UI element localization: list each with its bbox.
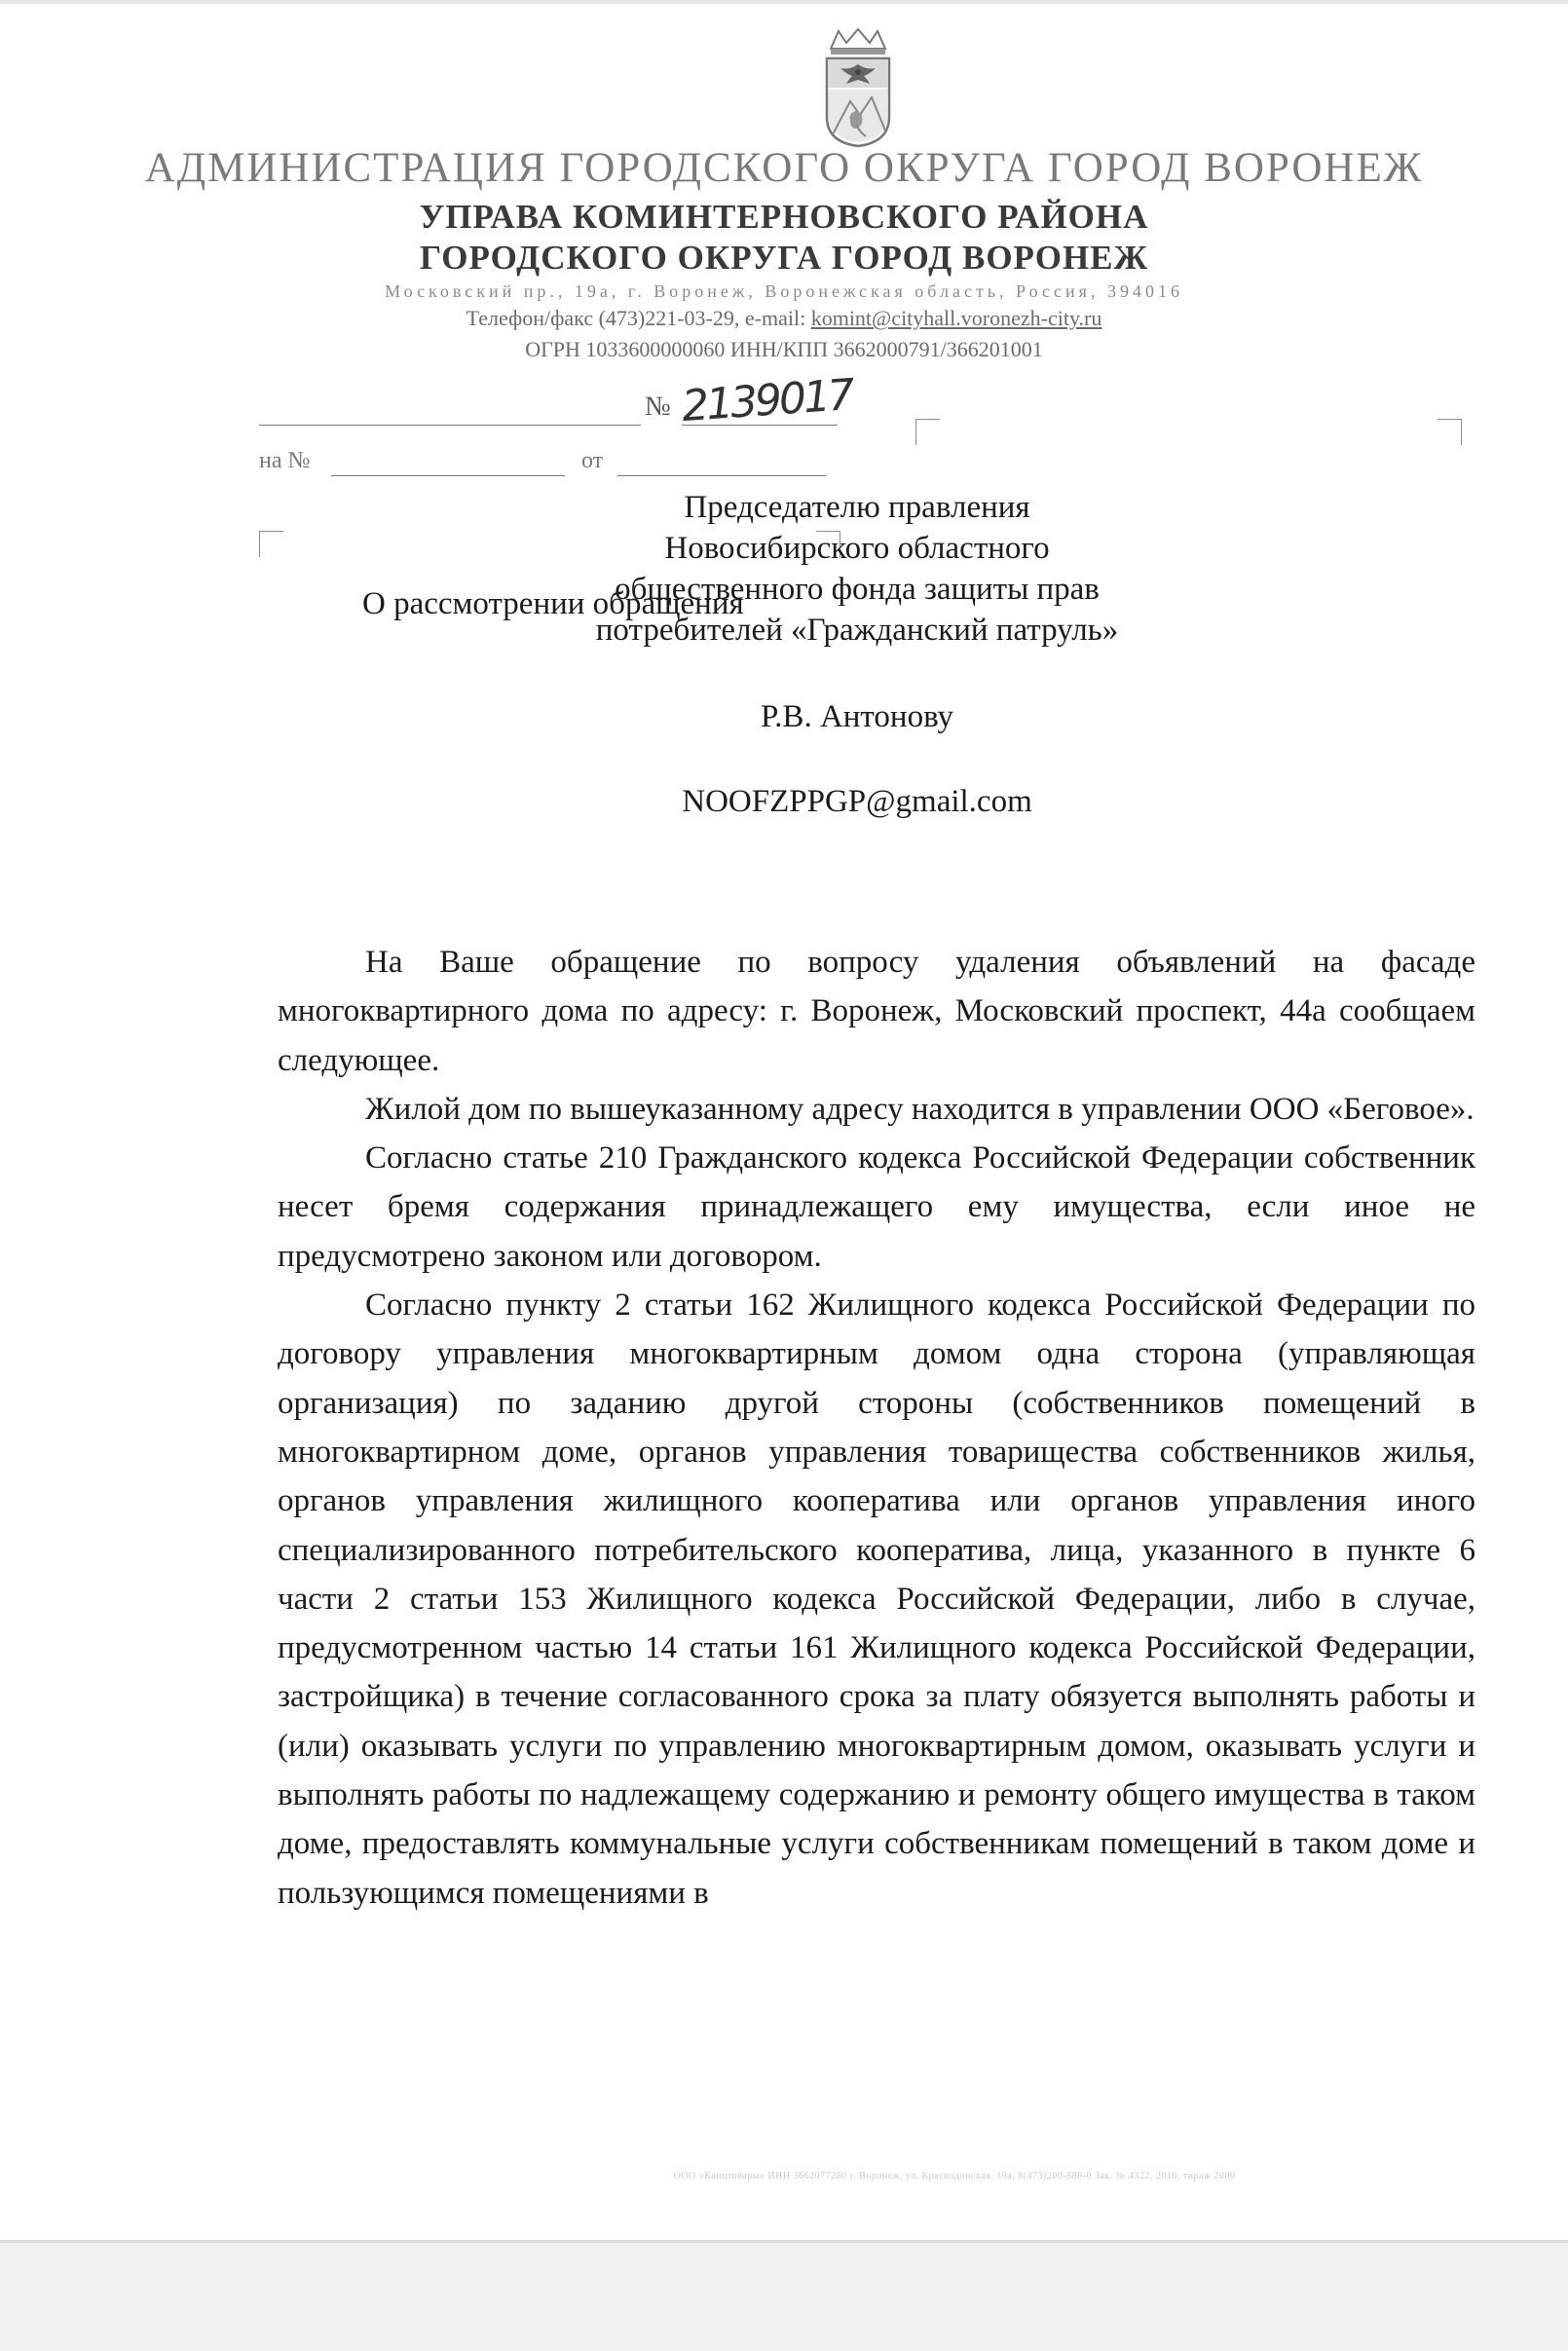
uprava-title: УПРАВА КОМИНТЕРНОВСКОГО РАЙОНА: [419, 198, 1149, 236]
letterhead-ogrn: ОГРН 1033600000060 ИНН/КПП 3662000791/366201001: [525, 337, 1043, 361]
addressee-name: Р.В. Антонову: [760, 699, 954, 734]
letterhead-address: Московский пр., 19а, г. Воронеж, Воронежская область, Россия, 394016: [385, 281, 1183, 301]
addressee-email: NOOFZPPGP@gmail.com: [682, 784, 1032, 819]
body-paragraph: Жилой дом по вышеуказанному адресу находится в управлении ООО «Беговое».: [365, 1091, 1475, 1127]
registration-date-line: [259, 425, 641, 426]
addressee-block: [487, 487, 1227, 651]
addressee-line: Новосибирского областного: [664, 531, 1050, 566]
printer-footer: ООО «Канцтовары» ИНН 3662077280 г. Воронеж, ул. Краснодонская, 19а, 8(473)200-888-0 Зак. № 4322, 2016, тираж 2000: [673, 2171, 1236, 2182]
addressee-corner-right: [1437, 419, 1462, 445]
body-paragraph: Согласно статье 210 Гражданского кодекса Российской Федерации собственник несет бремя содержания принадлежащего ему имущества, если иное не предусмотрено законом или договором.: [278, 1140, 1475, 1274]
body-paragraph: Согласно пункту 2 статьи 162 Жилищного кодекса Российской Федерации по договору управления многоквартирным домом одна сторона (управляющая организация) по заданию другой стороны (собственников помещений в многоквартирном доме, органов управления товарищества собственников жилья, органов управления жилищного кооператива или органов управления иного специализированного потребительского кооператива, лица, указанного в пункте 6 части 2 статьи 153 Жилищного кодекса Российской Федерации, либо в случае, предусмотренном частью 14 статьи 161 Жилищного кодекса Российской Федерации, застройщика) в течение согласованного срока за плату обязуется выполнять работы и (или) оказывать услуги по управлению многоквартирным домом, оказывать услуги и выполнять работы по надлежащему содержанию и ремонту общего имущества в таком доме, предоставлять коммунальные услуги собственникам помещений в таком доме и пользующимся помещениями в: [278, 1287, 1475, 1911]
subject-corner-left: [259, 531, 283, 557]
reference-date-label: от: [581, 448, 604, 473]
okrug-title: ГОРОДСКОГО ОКРУГА ГОРОД ВОРОНЕЖ: [419, 239, 1149, 277]
addressee-line: общественного фонда защиты прав: [615, 572, 1100, 607]
addressee-line: потребителей «Гражданский патруль»: [595, 613, 1119, 648]
scan-edge-top: [0, 0, 1568, 4]
registration-number-line: [682, 425, 838, 426]
letterhead-contact: [0, 306, 1568, 331]
letter-body: [278, 938, 1475, 1918]
scan-edge-bottom: [0, 2240, 1568, 2351]
reference-number-line: [331, 475, 565, 476]
registration-number-label: №: [645, 392, 671, 422]
letterhead-phone: Телефон/факс (473)221-03-29, e-mail:: [466, 306, 811, 330]
administration-title: АДМИНИСТРАЦИЯ ГОРОДСКОГО ОКРУГА ГОРОД ВОРОНЕЖ: [144, 145, 1424, 191]
coat-of-arms-emblem: [821, 27, 895, 148]
reference-date-line: [617, 475, 826, 476]
addressee-line: Председателю правления: [684, 490, 1030, 525]
letter-subject: О рассмотрении обращения: [362, 586, 744, 621]
letterhead-email-link[interactable]: komint@cityhall.voronezh-city.ru: [810, 306, 1102, 330]
registration-number-handwritten: 2139017: [680, 369, 854, 432]
reference-number-label: на №: [259, 448, 311, 473]
body-paragraph: На Ваше обращение по вопросу удаления объявлений на фасаде многоквартирного дома по адресу: г. Воронеж, Московский проспект, 44а сообщаем следующее.: [278, 945, 1475, 1078]
addressee-corner-left: [915, 419, 940, 445]
